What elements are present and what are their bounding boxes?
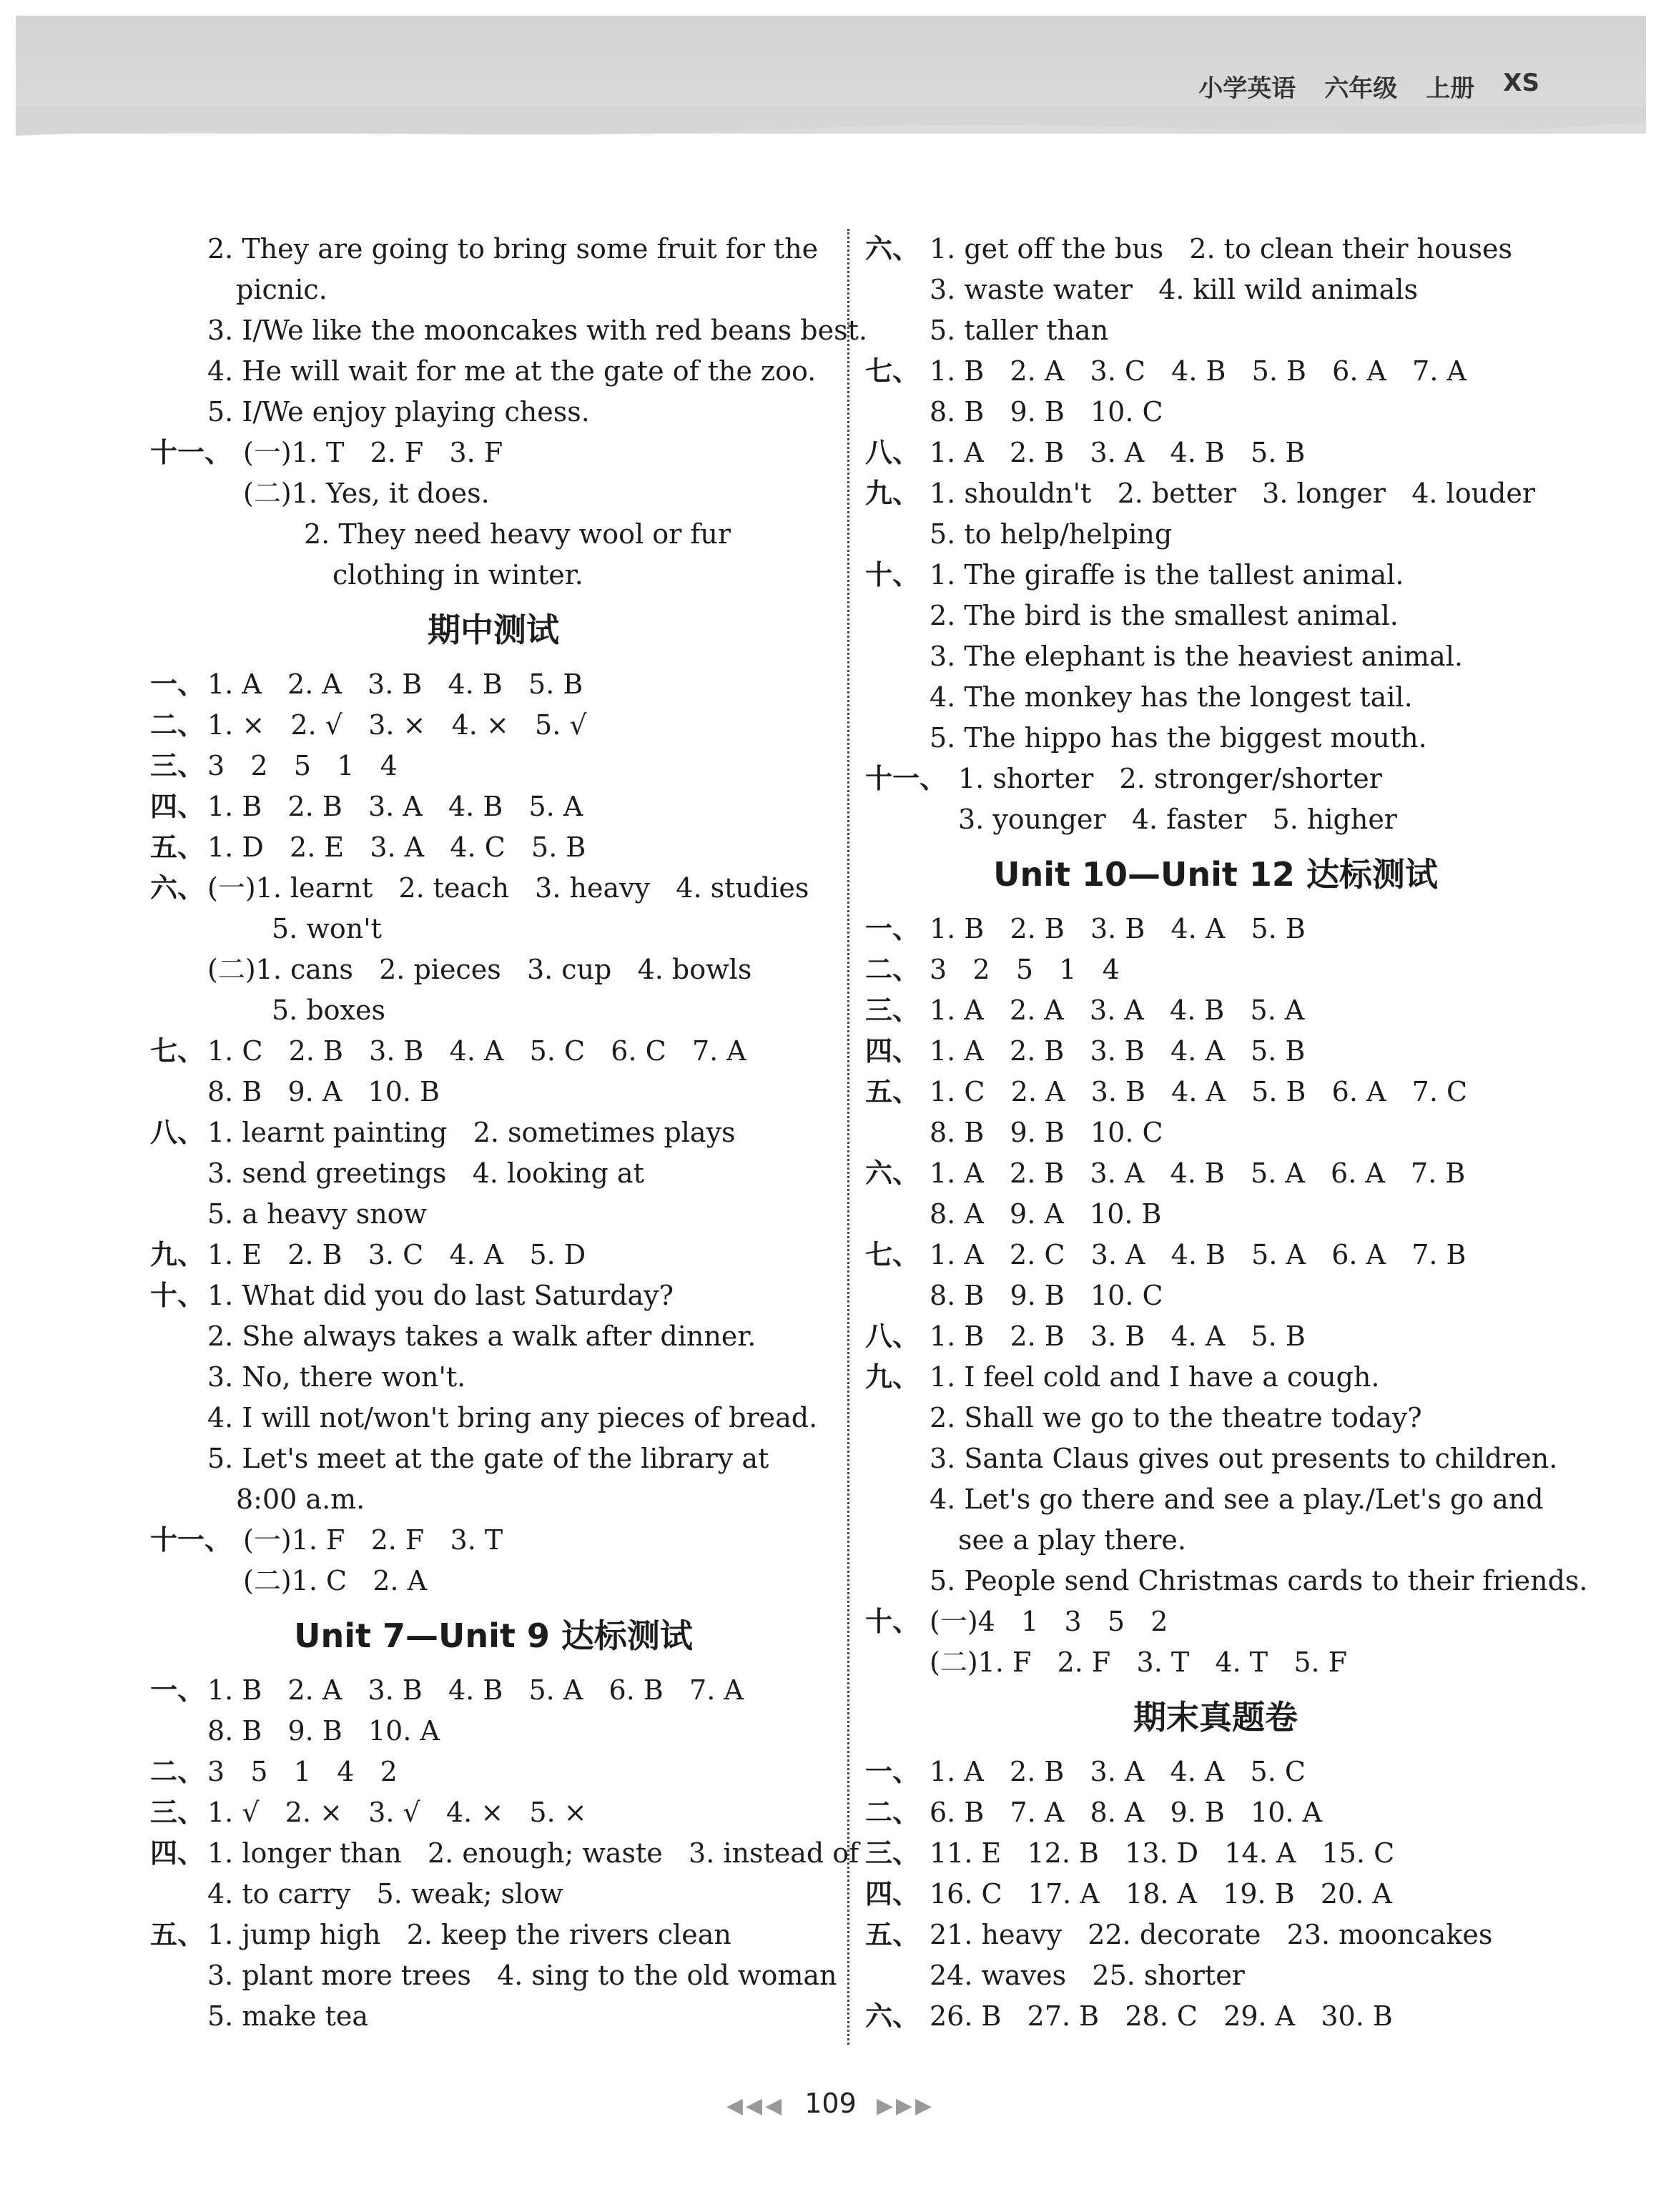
answer-line [150, 1996, 837, 2037]
answer-text: (一)1. learnt 2. teach 3. heavy 4. studies [207, 872, 809, 904]
right-answer-column [865, 229, 1588, 2037]
question-number-label: 三、 [150, 750, 205, 781]
answer-text: 3. The elephant is the heaviest animal. [930, 641, 1463, 672]
answer-text: 1. B 2. B 3. B 4. A 5. B [930, 1320, 1306, 1352]
answer-line [150, 1153, 837, 1194]
answer-line [865, 1357, 1566, 1398]
question-number-label: 二、 [865, 1797, 920, 1828]
answer-line [865, 555, 1566, 596]
answer-line [150, 270, 837, 310]
question-number-label: 九、 [865, 478, 920, 509]
question-number-label: 二、 [150, 1756, 205, 1787]
answer-text: picnic. [236, 274, 327, 305]
answer-line [865, 1031, 1566, 1072]
question-number-label: 四、 [865, 1878, 920, 1910]
question-number-label: 七、 [865, 355, 920, 387]
answer-line [150, 1194, 837, 1235]
answer-text: 1. B 2. B 3. A 4. B 5. A [207, 791, 583, 822]
question-number-label: 六、 [865, 1157, 920, 1189]
answer-line [865, 229, 1566, 270]
answer-line [150, 1357, 837, 1398]
answer-text: (一)1. T 2. F 3. F [243, 437, 503, 468]
question-number-label: 七、 [150, 1035, 205, 1067]
answer-line [150, 1438, 837, 1479]
question-number-label: 十、 [865, 1606, 920, 1637]
answer-text: 1. shouldn't 2. better 3. longer 4. louder [930, 478, 1536, 509]
answer-text: 3. No, there won't. [207, 1361, 466, 1393]
answer-text: 24. waves 25. shorter [930, 1960, 1245, 1991]
answer-text: 4. The monkey has the longest tail. [930, 681, 1413, 713]
answer-line [865, 1642, 1566, 1683]
question-number-label: 六、 [865, 233, 920, 265]
question-number-label: 一、 [865, 1756, 920, 1787]
answer-text: 1. The giraffe is the tallest animal. [930, 559, 1404, 591]
answer-text: 1. A 2. A 3. A 4. B 5. A [930, 994, 1305, 1026]
answer-line [865, 1438, 1566, 1479]
answer-text: (二)1. cans 2. pieces 3. cup 4. bowls [207, 954, 752, 985]
question-number-label: 三、 [865, 994, 920, 1026]
answer-line [150, 473, 837, 514]
answer-line [865, 1235, 1566, 1275]
answer-line [865, 1792, 1566, 1833]
answer-line [150, 1031, 837, 1072]
answer-line [150, 827, 837, 868]
answer-text: 3. waste water 4. kill wild animals [930, 274, 1418, 305]
answer-text: 5. make tea [207, 2000, 369, 2032]
question-number-label: 十一、 [865, 763, 947, 794]
answer-text: 11. E 12. B 13. D 14. A 15. C [930, 1837, 1395, 1869]
header-grade: 六年级 [1324, 74, 1398, 103]
question-number-label: 二、 [150, 709, 205, 741]
question-number-label: 四、 [150, 1837, 205, 1869]
answer-text: clothing in winter. [332, 559, 583, 591]
answer-line [865, 1520, 1566, 1561]
answer-line [865, 1153, 1566, 1194]
answer-text: 5. The hippo has the biggest mouth. [930, 722, 1427, 754]
answer-text: 26. B 27. B 28. C 29. A 30. B [930, 2000, 1393, 2032]
answer-line [865, 1194, 1566, 1235]
answer-line [150, 1792, 837, 1833]
header-wave-decoration [16, 107, 1646, 150]
answer-line [150, 705, 837, 746]
answer-line [150, 1316, 837, 1357]
question-number-label: 五、 [865, 1919, 920, 1950]
answer-line [150, 1072, 837, 1112]
answer-text: (二)1. C 2. A [243, 1565, 428, 1596]
answer-text: (二)1. F 2. F 3. T 4. T 5. F [930, 1646, 1348, 1678]
answer-line [865, 1874, 1566, 1915]
answer-line [150, 1670, 837, 1711]
answer-line [865, 759, 1566, 799]
answer-line [150, 786, 837, 827]
answer-text: 8. A 9. A 10. B [930, 1198, 1162, 1230]
answer-text: 5. I/We enjoy playing chess. [207, 396, 590, 428]
answer-text: 1. I feel cold and I have a cough. [930, 1361, 1380, 1393]
answer-text: 1. jump high 2. keep the rivers clean [207, 1919, 731, 1950]
answer-text: 5. to help/helping [930, 518, 1173, 550]
answer-text: 1. C 2. B 3. B 4. A 5. C 6. C 7. A [207, 1035, 746, 1067]
question-number-label: 十、 [865, 559, 920, 591]
answer-text: 6. B 7. A 8. A 9. B 10. A [930, 1797, 1322, 1828]
answer-line [865, 351, 1566, 392]
answer-text: 3. plant more trees 4. sing to the old woman [207, 1960, 837, 1991]
answer-line [865, 1316, 1566, 1357]
answer-text: 5. won't [272, 913, 382, 944]
answer-line [865, 1915, 1566, 1955]
answer-text: 1. learnt painting 2. sometimes plays [207, 1117, 736, 1148]
answer-line [865, 949, 1566, 990]
answer-line [865, 799, 1566, 840]
answer-line [865, 1275, 1566, 1316]
answer-line [865, 1072, 1566, 1112]
answer-text: 1. E 2. B 3. C 4. A 5. D [207, 1239, 586, 1270]
answer-text: 4. He will wait for me at the gate of the zoo. [207, 355, 817, 387]
left-answer-column [150, 229, 867, 2037]
answer-line [150, 868, 837, 909]
answer-line [150, 1711, 837, 1752]
question-number-label: 六、 [865, 2000, 920, 2032]
column-divider [847, 229, 849, 2045]
answer-line [150, 310, 867, 351]
answer-line [865, 1112, 1566, 1153]
answer-text: (一)4 1 3 5 2 [930, 1606, 1168, 1637]
answer-text: 5. boxes [272, 994, 385, 1026]
answer-text: 1. B 2. A 3. B 4. B 5. A 6. B 7. A [207, 1674, 744, 1706]
answer-line [865, 514, 1566, 555]
answer-text: 1. get off the bus 2. to clean their houses [930, 233, 1512, 265]
answer-line [865, 677, 1566, 718]
answer-line [865, 1955, 1566, 1996]
answer-line [865, 392, 1566, 433]
answer-text: 3. younger 4. faster 5. higher [958, 804, 1397, 835]
section-heading: Unit 7—Unit 9 达标测试 [294, 1616, 693, 1655]
answer-text: 5. Let's meet at the gate of the library at [207, 1443, 769, 1474]
answer-line [150, 1479, 837, 1520]
answer-line [150, 1398, 837, 1438]
question-number-label: 五、 [865, 1076, 920, 1107]
answer-text: 3. send greetings 4. looking at [207, 1157, 644, 1189]
question-number-label: 十、 [150, 1280, 205, 1311]
answer-text: 1. A 2. A 3. B 4. B 5. B [207, 668, 583, 700]
answer-text: 1. A 2. C 3. A 4. B 5. A 6. A 7. B [930, 1239, 1467, 1270]
answer-line [150, 990, 837, 1031]
answer-line [150, 1874, 837, 1915]
answer-text: 1. B 2. B 3. B 4. A 5. B [930, 913, 1306, 944]
answer-text: 5. a heavy snow [207, 1198, 428, 1230]
answer-text: 2. She always takes a walk after dinner. [207, 1320, 756, 1352]
question-number-label: 九、 [150, 1239, 205, 1270]
answer-text: 4. I will not/won't bring any pieces of bread. [207, 1402, 818, 1433]
answer-text: 4. to carry 5. weak; slow [207, 1878, 563, 1910]
answer-line [865, 310, 1566, 351]
answer-text: (一)1. F 2. F 3. T [243, 1524, 503, 1556]
header-edition: XS [1503, 69, 1539, 97]
header-subject: 小学英语 [1198, 74, 1296, 103]
question-number-label: 一、 [150, 1674, 205, 1706]
section-heading: Unit 10—Unit 12 达标测试 [993, 855, 1438, 894]
answer-text: 2. They need heavy wool or fur [304, 518, 731, 550]
answer-line [150, 1112, 837, 1153]
prev-arrows-icon: ◀◀◀ [726, 2093, 785, 2118]
question-number-label: 五、 [150, 831, 205, 863]
answer-text: 2. The bird is the smallest animal. [930, 600, 1399, 631]
answer-text: 1. B 2. A 3. C 4. B 5. B 6. A 7. A [930, 355, 1467, 387]
answer-text: 8. B 9. B 10. C [930, 396, 1163, 428]
section-heading: 期末真题卷 [1133, 1698, 1298, 1737]
answer-line [865, 1601, 1566, 1642]
answer-line [150, 351, 837, 392]
answer-line [150, 909, 837, 949]
answer-line [150, 746, 837, 786]
answer-line [150, 664, 837, 705]
answer-line [865, 1752, 1566, 1792]
answer-line [150, 1833, 859, 1874]
answer-line [150, 433, 837, 473]
answer-text: 8:00 a.m. [236, 1483, 365, 1515]
answer-line [865, 596, 1566, 636]
answer-text: (二)1. Yes, it does. [243, 478, 490, 509]
answer-line [865, 1398, 1566, 1438]
answer-text: 1. A 2. B 3. B 4. A 5. B [930, 1035, 1306, 1067]
answer-text: 2. Shall we go to the theatre today? [930, 1402, 1422, 1433]
answer-line [150, 1561, 837, 1601]
answer-line [150, 1915, 837, 1955]
answer-text: 4. Let's go there and see a play./Let's go and [930, 1483, 1544, 1515]
answer-text: 1. C 2. A 3. B 4. A 5. B 6. A 7. C [930, 1076, 1468, 1107]
answer-line [865, 433, 1566, 473]
answer-text: 3 2 5 1 4 [930, 954, 1120, 985]
answer-text: 8. B 9. B 10. C [930, 1117, 1163, 1148]
question-number-label: 八、 [865, 1320, 920, 1352]
question-number-label: 六、 [150, 872, 205, 904]
answer-text: 2. They are going to bring some fruit for the [207, 233, 819, 265]
answer-text: 1. × 2. √ 3. × 4. × 5. √ [207, 709, 587, 741]
answer-text: 1. shorter 2. stronger/shorter [958, 763, 1382, 794]
answer-line [150, 1955, 837, 1996]
question-number-label: 七、 [865, 1239, 920, 1270]
answer-text: see a play there. [958, 1524, 1186, 1556]
question-number-label: 二、 [865, 954, 920, 985]
answer-line [865, 909, 1566, 949]
answer-text: 8. B 9. A 10. B [207, 1076, 440, 1107]
answer-line [865, 473, 1566, 514]
question-number-label: 一、 [150, 668, 205, 700]
answer-text: 1. D 2. E 3. A 4. C 5. B [207, 831, 586, 863]
question-number-label: 一、 [865, 913, 920, 944]
question-number-label: 八、 [150, 1117, 205, 1148]
question-number-label: 十一、 [150, 1524, 232, 1556]
answer-line [865, 1833, 1566, 1874]
answer-text: 1. A 2. B 3. A 4. B 5. B [930, 437, 1306, 468]
answer-text: 1. √ 2. × 3. √ 4. × 5. × [207, 1797, 587, 1828]
answer-line [865, 990, 1566, 1031]
answer-line [150, 392, 837, 433]
question-number-label: 三、 [150, 1797, 205, 1828]
page-footer [0, 2088, 1661, 2119]
page-number: 109 [804, 2088, 857, 2119]
answer-line [865, 1996, 1566, 2037]
answer-text: 3. Santa Claus gives out presents to children. [930, 1443, 1558, 1474]
answer-text: 5. taller than [930, 315, 1109, 346]
answer-line [150, 949, 837, 990]
answer-line [865, 270, 1566, 310]
answer-text: 3 5 1 4 2 [207, 1756, 398, 1787]
question-number-label: 三、 [865, 1837, 920, 1869]
answer-text: 21. heavy 22. decorate 23. mooncakes [930, 1919, 1493, 1950]
answer-line [150, 1752, 837, 1792]
answer-text: 3. I/We like the mooncakes with red beans best. [207, 315, 867, 346]
answer-text: 8. B 9. B 10. A [207, 1715, 440, 1747]
header-info [1198, 69, 1539, 104]
answer-text: 16. C 17. A 18. A 19. B 20. A [930, 1878, 1392, 1910]
question-number-label: 九、 [865, 1361, 920, 1393]
answer-text: 1. A 2. B 3. A 4. A 5. C [930, 1756, 1306, 1787]
answer-text: 1. A 2. B 3. A 4. B 5. A 6. A 7. B [930, 1157, 1466, 1189]
question-number-label: 八、 [865, 437, 920, 468]
answer-line [865, 718, 1566, 759]
answer-line [865, 1561, 1588, 1601]
question-number-label: 十一、 [150, 437, 232, 468]
answer-line [150, 229, 837, 270]
answer-line [865, 1479, 1566, 1520]
answer-line [150, 1235, 837, 1275]
answer-text: 1. longer than 2. enough; waste 3. instead of [207, 1837, 859, 1869]
answer-line [150, 555, 837, 596]
answer-text: 1. What did you do last Saturday? [207, 1280, 674, 1311]
answer-line [865, 636, 1566, 677]
answer-text: 5. People send Christmas cards to their friends. [930, 1565, 1588, 1596]
question-number-label: 四、 [150, 791, 205, 822]
answer-line [150, 1275, 837, 1316]
next-arrows-icon: ▶▶▶ [876, 2093, 935, 2118]
answer-line [150, 514, 837, 555]
answer-text: 8. B 9. B 10. C [930, 1280, 1163, 1311]
question-number-label: 五、 [150, 1919, 205, 1950]
answer-line [150, 1520, 837, 1561]
section-heading: 期中测试 [428, 611, 559, 649]
answer-text: 3 2 5 1 4 [207, 750, 398, 781]
header-volume: 上册 [1426, 74, 1475, 103]
question-number-label: 四、 [865, 1035, 920, 1067]
